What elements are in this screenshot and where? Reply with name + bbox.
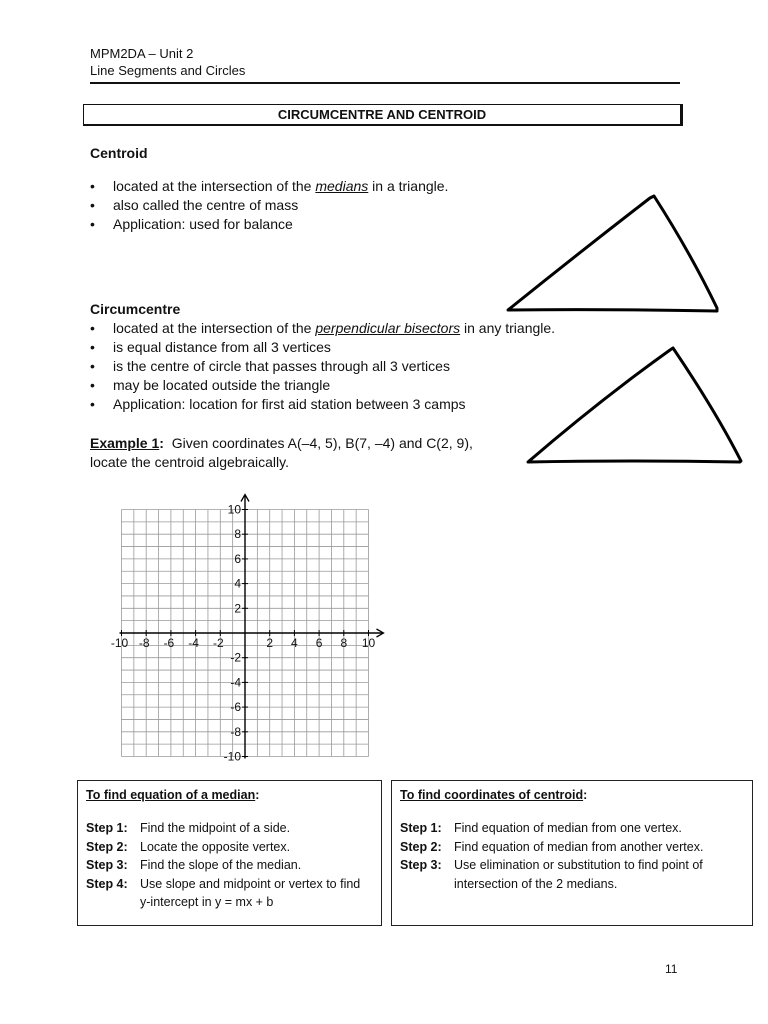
centroid-bullet-2: • also called the centre of mass [90, 196, 448, 215]
x-tick-label: 4 [291, 636, 298, 650]
median-step-3: Step 3: Find the slope of the median. [86, 858, 302, 872]
x-tick-label: 10 [361, 636, 376, 650]
circumcentre-triangle-drawing [520, 340, 750, 470]
circumcentre-bullet-5: • Application: location for first aid station between 3 camps [90, 395, 555, 414]
perpendicular-bisectors-term: perpendicular bisectors [315, 320, 461, 336]
x-tick-label: -8 [138, 636, 150, 650]
centroid-step-2: Step 2: Find equation of median from another vertex. [400, 839, 704, 854]
example-label: Example 1 [90, 435, 160, 451]
median-step-2: Step 2: Locate the opposite vertex. [86, 839, 291, 854]
medians-term: medians [315, 178, 369, 194]
course-code: MPM2DA – Unit 2 [90, 46, 194, 61]
y-tick-label: 10 [227, 502, 241, 517]
centroid-step-3: Step 3: Use elimination or substitution to find point of intersection of the 2 medians. [400, 858, 703, 891]
circumcentre-bullet-4: • may be located outside the triangle [90, 376, 555, 395]
page-number: 11 [665, 962, 678, 976]
median-steps-box [77, 780, 382, 926]
x-tick-label: -10 [110, 636, 129, 650]
x-tick-label: -6 [163, 636, 175, 650]
x-tick-label: 2 [266, 636, 274, 650]
median-box-title: To find equation of a median: [86, 788, 260, 802]
centroid-triangle-drawing [500, 190, 730, 320]
centroid-bullet-1: • located at the intersection of the medians in a triangle. [90, 177, 448, 196]
centroid-heading: Centroid [90, 145, 148, 161]
y-tick-label: 2 [234, 601, 241, 616]
circumcentre-heading: Circumcentre [90, 301, 181, 317]
coordinate-grid [110, 492, 400, 772]
y-tick-label: 8 [234, 527, 241, 542]
centroid-bullet-3: • Application: used for balance [90, 215, 448, 234]
median-step-4: Step 4: Use slope and midpoint or vertex to find y-intercept in y = mx + b [86, 876, 361, 909]
x-tick-label: -2 [212, 636, 224, 650]
y-tick-label: -6 [230, 700, 241, 715]
unit-title: Line Segments and Circles [90, 63, 246, 78]
centroid-box-title: To find coordinates of centroid: [400, 788, 588, 802]
example-text-1: Given coordinates A(–4, 5), B(7, –4) and C(2, 9), [163, 435, 473, 451]
page-title: CIRCUMCENTRE AND CENTROID [83, 104, 683, 126]
y-tick-label: -2 [230, 650, 241, 665]
example-1: Example 1: Given coordinates A(–4, 5), B(7, –4) and C(2, 9), locate the centroid algebraically. [90, 434, 520, 472]
circumcentre-bullet-2: • is equal distance from all 3 vertices [90, 338, 555, 357]
y-tick-label: 6 [234, 551, 241, 566]
header-divider [90, 82, 680, 84]
y-tick-label: 4 [234, 576, 241, 591]
x-tick-label: -4 [188, 636, 199, 650]
circumcentre-bullets [90, 319, 555, 414]
circumcentre-bullet-3: • is the centre of circle that passes through all 3 vertices [90, 357, 555, 376]
centroid-steps-box [391, 780, 753, 926]
centroid-bullets [90, 177, 448, 234]
x-tick-label: 6 [315, 636, 323, 650]
y-tick-label: -8 [230, 724, 241, 739]
example-text-2: locate the centroid algebraically. [90, 454, 289, 470]
y-tick-label: -4 [230, 675, 241, 690]
y-tick-label: -10 [223, 749, 241, 764]
median-step-1: Step 1: Find the midpoint of a side. [86, 821, 291, 835]
x-tick-label: 8 [340, 636, 348, 650]
centroid-step-1: Step 1: Find equation of median from one vertex. [400, 821, 682, 835]
circumcentre-bullet-1: • located at the intersection of the perpendicular bisectors in any triangle. [90, 319, 555, 338]
